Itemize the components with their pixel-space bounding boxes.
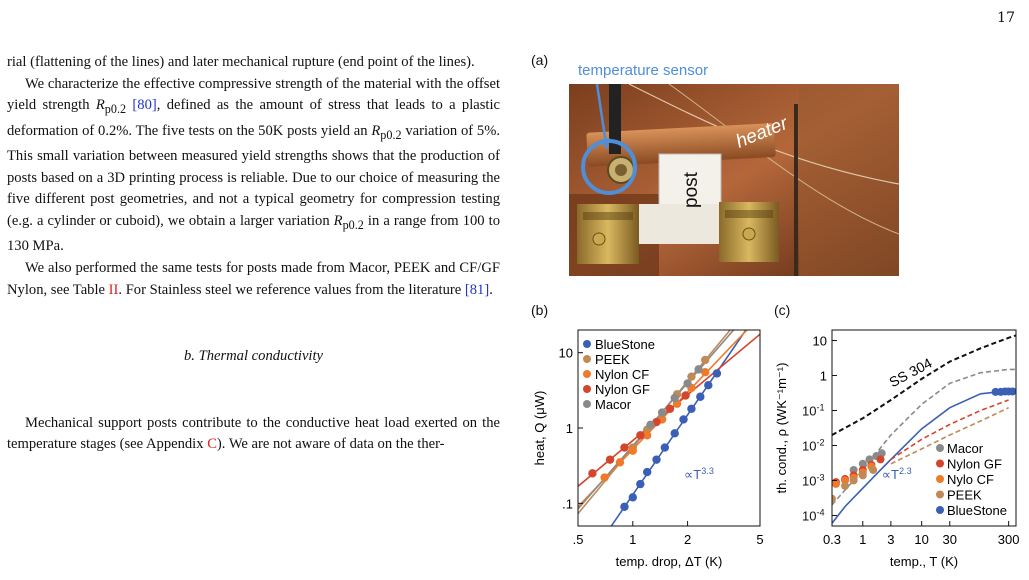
y-tick-label: 10 [812,333,827,349]
legend-marker [936,444,944,452]
x-tick-label: 3 [887,532,895,547]
data-point-macor [646,421,654,429]
data-point-bluestone [629,493,637,501]
legend-marker [936,506,944,514]
legend-entry: BlueStone [595,337,655,352]
legend-marker [936,475,944,483]
data-point-bluestone [679,415,687,423]
legend-entry: Macor [947,441,984,456]
power-law-annotation: $\propto T^{2.3}$ [881,466,912,483]
data-point-nylon-cf [600,473,608,481]
y-axis-label: th. cond., ρ (WK⁻¹m⁻¹) [774,362,789,494]
appendix-link[interactable]: C [207,436,217,453]
ss304-annotation: SS 304 [886,354,935,391]
x-tick-label: 10 [914,532,929,547]
post-label: post [681,172,702,208]
legend-marker [583,370,591,378]
legend-marker [583,385,591,393]
legend-entry: Macor [595,397,632,412]
x-axis-label: temp., T (K) [889,554,959,569]
legend-entry: Nylo CF [947,472,994,487]
y-tick-label: $10^{-3}$ [802,472,825,489]
legend-marker [583,355,591,363]
data-point-bluestone [661,443,669,451]
x-tick-label: 1 [629,532,637,547]
temperature-sensor-annotation: temperature sensor [578,62,709,79]
legend-entry: PEEK [947,487,982,503]
data-point-peek [841,482,849,490]
paragraph: We also performed the same tests for posts made from Macor, PEEK and CF/GF Nylon, see Table II. For Stainless steel we reference values from the literature [81]. [7,260,500,298]
x-tick-label: 1 [859,532,867,547]
data-point-bluestone [643,468,651,476]
curve-ss-304 [832,335,1016,435]
x-tick-label: 300 [997,532,1020,547]
data-point-macor [671,394,679,402]
paragraph: Mechanical support posts contribute to the conductive heat load exerted on the temperature stages (see Appendix C). We are not aware of data on the ther- [7,414,500,453]
data-point-nylo-cf [832,480,840,488]
legend-marker [583,400,591,408]
legend-marker [936,460,944,468]
y-tick-label: 1 [565,421,573,436]
y-tick-label: 10 [558,345,573,361]
y-tick-label: $10^{-4}$ [802,507,825,524]
data-point-bluestone [687,405,695,413]
data-point-nylon-gf [588,469,596,477]
legend-entry: Nylon GF [595,382,650,397]
data-point-peek [869,466,877,474]
legend-marker [936,491,944,499]
y-axis-label: heat, Q (μW) [532,390,547,466]
body-text [7,52,500,456]
data-point-macor [683,379,691,387]
data-point-bluestone [1009,387,1017,395]
heater-label: heater [733,112,791,153]
y-tick-label: $10^{-1}$ [802,402,825,419]
paragraph: We characterize the effective compressive strength of the material with the offset yield strength $R_{p0.2}$ [80], defined as the amount of stress that leads to a plastic deformation of 0.2%. The five tests on the 50K posts yield an $R_{p0.2}$ variation of 5%. This small variation between measured yield strengths shows that the production of posts based on a 3D printing process is reliable. Due to our choice of measuring the five different post geometries, and not a typical geometry for compression testing (e.g. a cylinder or cuboid), we obtain a larger variation $R_{p0.2}$ in a range from 100 to 130 MPa. [7,75,501,255]
legend-entry: Nylon CF [595,367,650,382]
paragraph: rial (flattening of the lines) and later mechanical rupture (end point of the lines). [7,54,475,70]
y-tick-label: .1 [562,496,573,512]
data-point-bluestone [696,393,704,401]
data-point-bluestone [652,455,660,463]
section-heading: b. Thermal conductivity [183,348,324,365]
power-law-annotation: $\propto T^{3.3}$ [684,466,714,482]
data-point-bluestone [713,369,721,377]
data-point-bluestone [620,503,628,511]
x-tick-label: 5 [756,532,764,547]
legend-marker [583,340,591,348]
chart-heat-vs-temp-drop [530,318,770,580]
table-link[interactable]: II [108,281,119,298]
data-point-nylon-gf [620,443,628,451]
data-point-nylon-gf [877,455,885,463]
chart-thermal-conductivity [772,318,1024,580]
legend-entry: BlueStone [947,503,1007,518]
x-tick-label: 30 [942,532,957,547]
citation-link[interactable]: [81] [464,281,490,298]
panel-label-c: (c) [774,302,791,318]
data-point-nylon-gf [681,391,689,399]
data-point-peek [850,476,858,484]
data-point-bluestone [704,381,712,389]
panel-label-b: (b) [531,302,549,318]
data-point-nylon-cf [616,458,624,466]
data-point-macor [694,365,702,373]
page-number: 17 [997,10,1015,26]
x-axis-label: temp. drop, ΔT (K) [615,554,723,569]
data-point-nylon-cf [629,446,637,454]
y-tick-label: $10^{-2}$ [802,437,825,454]
data-point-nylon-gf [606,455,614,463]
x-tick-label: 0.3 [822,532,842,547]
legend-entry: PEEK [595,352,630,367]
experiment-photo [569,84,899,276]
legend-entry: Nylon GF [947,456,1002,472]
panel-label-a: (a) [531,52,549,68]
x-tick-label: 2 [683,532,692,547]
data-point-macor [658,408,666,416]
data-point-nylon-gf [666,405,674,413]
citation-link[interactable]: [80] [132,97,157,114]
data-point-nylon-gf [636,431,644,439]
data-point-peek [859,471,867,479]
data-point-bluestone [636,480,644,488]
y-tick-label: 1 [819,368,827,384]
x-tick-label: .5 [572,532,584,547]
data-point-bluestone [671,429,679,437]
data-point-peek [701,356,709,364]
